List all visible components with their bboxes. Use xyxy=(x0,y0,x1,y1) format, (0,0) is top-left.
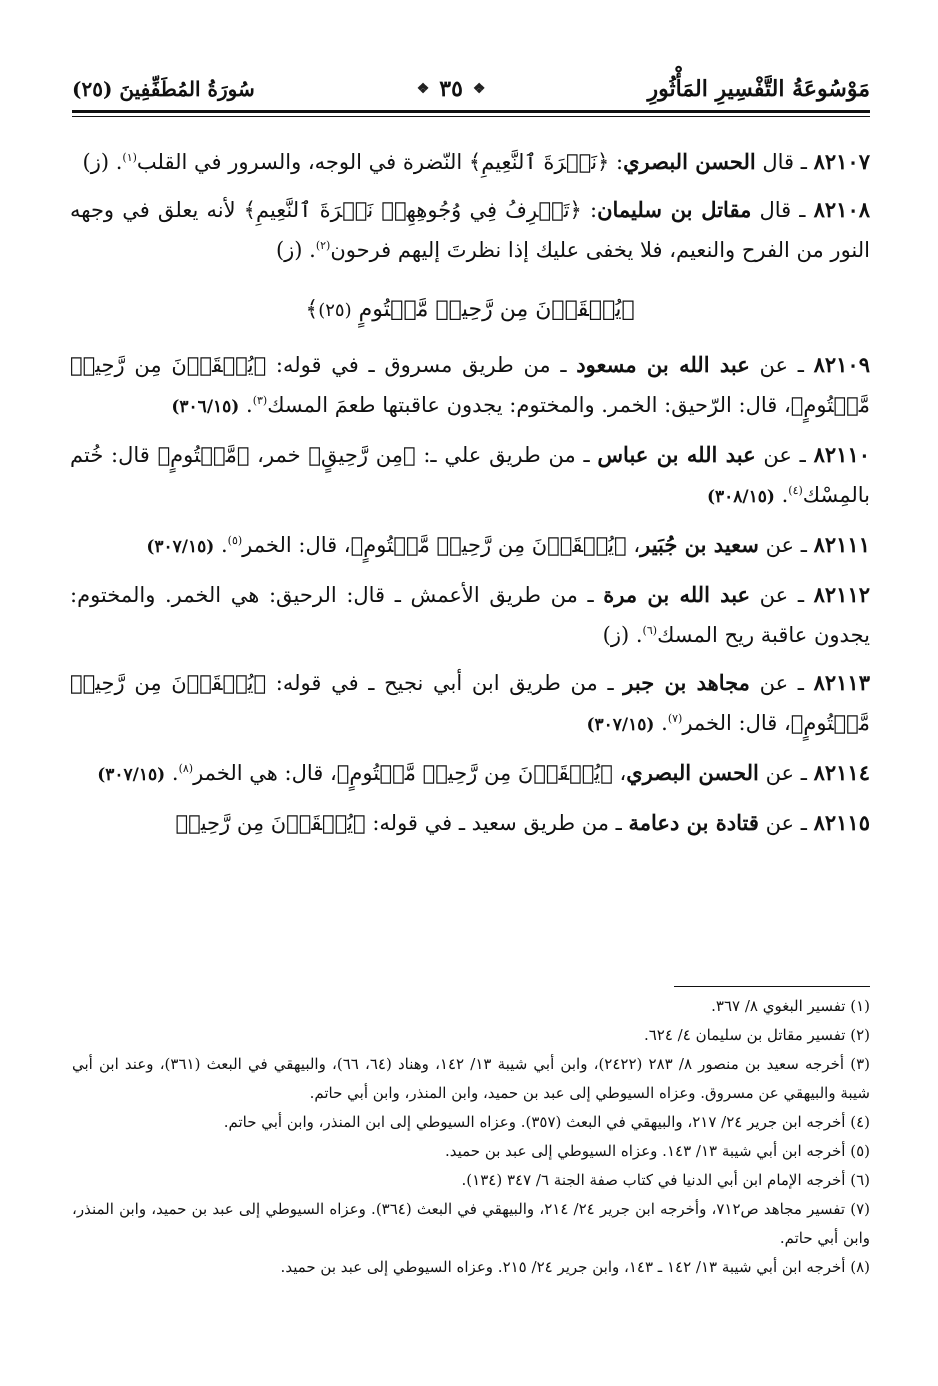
entry-tail: . (ز) xyxy=(275,238,316,262)
entry-text: ـ من طريق سعيد ـ في قوله: ﴿يُسۡقَوۡنَ مِن رَّحِيقٖ xyxy=(175,811,629,835)
narration-entry xyxy=(70,753,870,795)
entry-prefix: ـ قال xyxy=(755,150,814,174)
volume-reference: (٣٠٧/١٥) xyxy=(146,537,215,557)
narration-entry xyxy=(70,575,870,655)
entry-number: ٨٢١٠٨ xyxy=(813,197,871,222)
entry-number: ٨٢١٠٩ xyxy=(813,352,870,377)
entry-number: ٨٢١١٣ xyxy=(813,670,870,695)
footnote-item: (٣) أخرجه سعيد بن منصور ٨/ ٢٨٣ (٢٤٢٢)، وابن أبي شيبة ١٣/ ١٤٢، وهناد (٦٤، ٦٦)، والبيهقي في البعث (٣٦١)، وعند ابن أبي شيبة والبيهقي عن مسروق. وعزاه السيوطي إلى عبد بن حميد، وابن المنذر، وابن أبي حاتم. xyxy=(72,1055,870,1102)
narrator-name: الحسن البصري xyxy=(623,149,756,174)
entry-tail: . (ز) xyxy=(82,150,123,174)
narration-entry xyxy=(70,142,870,182)
volume-reference: (٣٠٧/١٥) xyxy=(97,765,166,785)
entry-text: : ﴿نَضۡرَةَ ٱلنَّعِيمِ﴾ النّضرة في الوجه، والسرور في القلب xyxy=(136,150,624,174)
narrator-name: مقاتل بن سليمان xyxy=(597,197,752,222)
footnote-marker: (٨) xyxy=(178,762,194,775)
narration-entry xyxy=(70,435,870,517)
entry-number: ٨٢١١٤ xyxy=(813,760,870,785)
entry-prefix: ـ عن xyxy=(749,671,814,695)
page-header xyxy=(72,72,870,106)
footnotes xyxy=(72,992,870,1282)
ayah-number: ٢٥ xyxy=(325,300,345,321)
ayah-heading xyxy=(70,290,870,331)
main-text xyxy=(70,142,870,851)
entry-number: ٨٢١١٢ xyxy=(813,582,871,607)
entry-tail: . xyxy=(214,533,228,557)
narration-entry xyxy=(70,525,870,567)
footnote-item: (١) تفسير البغوي ٨/ ٣٦٧. xyxy=(711,997,870,1015)
footnote-item: (٧) تفسير مجاهد ص٧١٢، وأخرجه ابن جرير ٢٤/ ٢١٤، والبيهقي في البعث (٣٦٤). وعزاه السيوطي إلى عبد بن حميد، وابن المنذر، وابن أبي حاتم. xyxy=(72,1200,870,1247)
entry-text: ، ﴿يُسۡقَوۡنَ مِن رَّحِيقٖ مَّخۡتُومٍ﴾، قال: هي الخمر xyxy=(193,761,627,785)
footnote-marker: (٤) xyxy=(788,484,803,497)
footnote-marker: (٣) xyxy=(252,394,268,407)
footnote-item: (٤) أخرجه ابن جرير ٢٤/ ٢١٧، والبيهقي في البعث (٣٥٧). وعزاه السيوطي إلى ابن المنذر، وابن أبي حاتم. xyxy=(223,1113,870,1131)
narrator-name: سعيد بن جُبَير xyxy=(640,532,759,557)
footnote-item: (٢) تفسير مقاتل بن سليمان ٤/ ٦٢٤. xyxy=(643,1026,870,1044)
ayah-text: ﴿يُسۡقَوۡنَ مِن رَّحِيقٖ مَّخۡتُومٍ xyxy=(358,297,635,322)
narrator-name: قتادة بن دعامة xyxy=(628,810,759,835)
entry-prefix: ـ عن xyxy=(758,761,814,785)
book-title: مَوْسُوعَةُ التَّفْسِيرِ المَأْثُورِ xyxy=(647,76,870,102)
entry-text: ، ﴿يُسۡقَوۡنَ مِن رَّحِيقٖ مَّخۡتُومٍ﴾، قال: الخمر xyxy=(242,533,641,557)
entry-text: ـ من طريق الأعمش ـ قال: الرحيق: هي الخمر. والمختوم: يجدون عاقبة ريح المسك xyxy=(70,583,870,647)
narrator-name: عبد الله بن مرة xyxy=(603,582,751,607)
volume-reference: (٣٠٨/١٥) xyxy=(706,487,775,507)
ornament-icon: ❖ xyxy=(416,81,430,97)
narration-entry xyxy=(70,190,870,270)
entry-number: ٨٢١٠٧ xyxy=(813,149,870,174)
surah-title: سُورَةُ المُطَفِّفِينَ (٢٥) xyxy=(72,77,255,101)
entry-tail: . xyxy=(165,761,179,785)
narration-entry xyxy=(70,345,870,427)
entry-text: ـ من طريق علي ـ: ﴿مِن رَّحِيقٍ﴾ خمر، ﴿مَّخۡتُومٍ﴾ قال: خُتم بالمِسْك xyxy=(70,443,870,507)
header-rule-thin xyxy=(72,116,870,117)
entry-tail: . xyxy=(774,483,789,507)
entry-tail: . xyxy=(654,711,668,735)
narrator-name: مجاهد بن جبر xyxy=(623,670,750,695)
entry-tail: . (ز) xyxy=(602,623,643,647)
footnote-marker: (٧) xyxy=(667,712,683,725)
footnote-item: (٥) أخرجه ابن أبي شيبة ١٣/ ١٤٣. وعزاه السيوطي إلى عبد بن حميد. xyxy=(444,1142,870,1160)
entry-prefix: ـ عن xyxy=(758,533,814,557)
entry-text: ـ من طريق مسروق ـ في قوله: ﴿يُسۡقَوۡنَ مِن رَّحِيقٖ مَّخۡتُومٍ﴾، قال: الرّحيق: الخمر. والمختوم: يجدون عاقبتها طعمَ المسك xyxy=(70,353,870,417)
footnote-item: (٦) أخرجه الإمام ابن أبي الدنيا في كتاب صفة الجنة ٦/ ٣٤٧ (١٣٤). xyxy=(461,1171,870,1189)
footnote-marker: (٢) xyxy=(315,239,331,252)
header-rule xyxy=(72,110,870,113)
narration-entry xyxy=(70,803,870,843)
entry-prefix: ـ عن xyxy=(750,583,814,607)
page-number-group xyxy=(417,76,486,102)
ornament-icon: ❖ xyxy=(472,81,486,97)
entry-prefix: ـ عن xyxy=(758,811,814,835)
narrator-name: عبد الله بن مسعود xyxy=(576,352,750,377)
narration-entry xyxy=(70,663,870,745)
narrator-name: عبد الله بن عباس xyxy=(597,442,756,467)
entry-number: ٨٢١١٠ xyxy=(813,442,871,467)
entry-prefix: ـ عن xyxy=(749,353,814,377)
footnote-marker: (١) xyxy=(122,151,137,164)
entry-number: ٨٢١١١ xyxy=(813,532,870,557)
footnote-marker: (٥) xyxy=(227,534,243,547)
ayah-number-marker: (٢٥) xyxy=(318,300,352,321)
page-number: ٣٥ xyxy=(439,76,463,102)
entry-text: : ﴿تَعۡرِفُ فِي وُجُوهِهِمۡ نَضۡرَةَ ٱلنَّعِيمِ﴾ لأنه يعلق في وجهه النور من الفرح والنعيم، فلا يخفى عليك إذا نظرتَ إليهم فرحون xyxy=(70,198,870,262)
entry-prefix: ـ عن xyxy=(755,443,814,467)
footnote-separator xyxy=(674,986,870,987)
footnote-marker: (٦) xyxy=(642,624,658,637)
entry-text: ـ من طريق ابن أبي نجيح ـ في قوله: ﴿يُسۡقَوۡنَ مِن رَّحِيقٖ مَّخۡتُومٍ﴾، قال: الخمر xyxy=(70,671,870,735)
entry-number: ٨٢١١٥ xyxy=(813,810,870,835)
entry-tail: . xyxy=(239,393,253,417)
narrator-name: الحسن البصري xyxy=(626,760,759,785)
entry-prefix: ـ قال xyxy=(751,198,814,222)
volume-reference: (٣٠٦/١٥) xyxy=(171,397,240,417)
footnote-item: (٨) أخرجه ابن أبي شيبة ١٣/ ١٤٢ ـ ١٤٣، وابن جرير ٢٤/ ٢١٥. وعزاه السيوطي إلى عبد بن حميد. xyxy=(280,1258,870,1276)
volume-reference: (٣٠٧/١٥) xyxy=(586,715,655,735)
ayah-close-bracket: ﴾ xyxy=(305,297,319,322)
